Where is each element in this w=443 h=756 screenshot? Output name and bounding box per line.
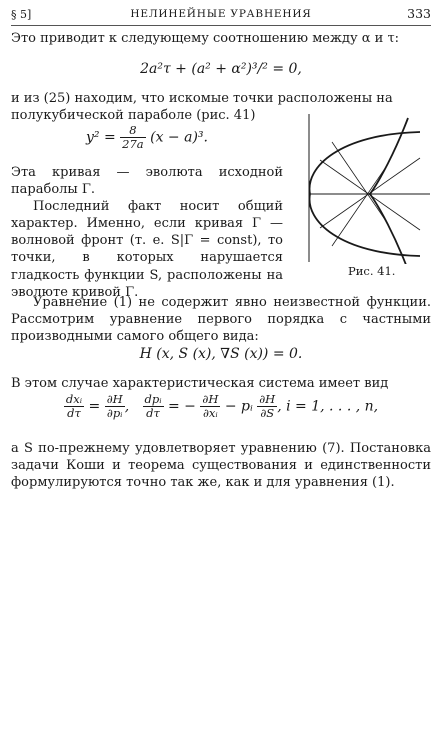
fraction-dH-dS: [257, 393, 277, 420]
fraction-numerator: dpᵢ: [144, 392, 162, 406]
fraction-numerator: ∂H: [106, 392, 123, 406]
figure-41-diagram: [300, 112, 434, 264]
fraction-denominator: ∂pᵢ: [106, 406, 123, 421]
section-marker: § 5]: [11, 8, 32, 21]
equation-semicubical-rhs: (x − a)³.: [150, 129, 208, 146]
paragraph-general-fact: Последний факт носит общий характер. Именно, если кривая Γ — волновой фронт (т. е. S|Γ = const), то точки, в которых нарушается гладкость функции S, расположены на эволюте кривой Γ.: [11, 199, 283, 300]
normal-line-2: [320, 158, 420, 228]
running-title: НЕЛИНЕЙНЫЕ УРАВНЕНИЯ: [130, 8, 312, 20]
fraction-denominator: ∂S: [260, 406, 275, 421]
paragraph-relation: Это приводит к следующему соотношению между α и τ:: [11, 31, 400, 46]
index-range: , i = 1, . . . , n,: [277, 398, 379, 415]
fraction-numerator: ∂H: [259, 392, 276, 406]
equation-semicubical-fraction: [120, 124, 146, 151]
fraction-dp-dtau: [143, 393, 164, 420]
normal-line-1: [320, 160, 420, 230]
fraction-numerator: 8: [120, 124, 146, 138]
paragraph-characteristic: В этом случае характеристическая система имеет вид: [11, 376, 389, 391]
equals-sign: =: [88, 398, 101, 415]
running-header: [11, 6, 431, 24]
fraction-denominator: ∂xᵢ: [202, 406, 218, 421]
fraction-dx-dtau: [64, 393, 84, 420]
paragraph-points-line1: и из (25) находим, что искомые точки расположены на: [11, 91, 393, 106]
equation-characteristic-system: [11, 393, 431, 420]
evolute-curve: [370, 118, 408, 264]
fraction-dH-dx: [200, 393, 220, 420]
normal-line-3: [332, 142, 388, 224]
minus-p-term: − pᵢ: [224, 398, 253, 415]
comma: ,: [124, 398, 130, 415]
fraction-numerator: ∂H: [202, 392, 219, 406]
equation-semicubical-lhs: y² =: [86, 129, 116, 146]
paragraph-general-equation: Уравнение (1) не содержит явно неизвестной функции. Рассмотрим уравнение первого порядка с частными производными самого общего вида:: [11, 295, 431, 345]
equation-semicubical: [11, 124, 283, 151]
fraction-denominator: dτ: [146, 406, 160, 421]
fraction-dH-dp: [105, 393, 125, 420]
header-rule: [11, 25, 431, 26]
fraction-denominator: 27a: [122, 137, 144, 152]
normal-line-4: [332, 164, 388, 246]
equals-minus: = −: [168, 398, 196, 415]
figure-caption: Рис. 41.: [348, 264, 396, 278]
paragraph-cauchy: а S по-прежнему удовлетворяет уравнению (7). Постановка задачи Коши и теорема существования и единственности формулируются точно так же, как и для уравнения (1).: [11, 441, 431, 491]
equation-alpha-tau: 2a²τ + (a² + α²)³/² = 0,: [140, 61, 302, 77]
paragraph-points-line2: полукубической параболе (рис. 41): [11, 108, 256, 123]
paragraph-evolute: Эта кривая — эволюта исходной параболы Γ.: [11, 165, 283, 198]
fraction-denominator: dτ: [67, 406, 81, 421]
fraction-numerator: dxᵢ: [65, 392, 83, 406]
equation-hamiltonian: H (x, S (x), ∇S (x)) = 0.: [139, 346, 303, 362]
page-number: 333: [407, 6, 431, 21]
